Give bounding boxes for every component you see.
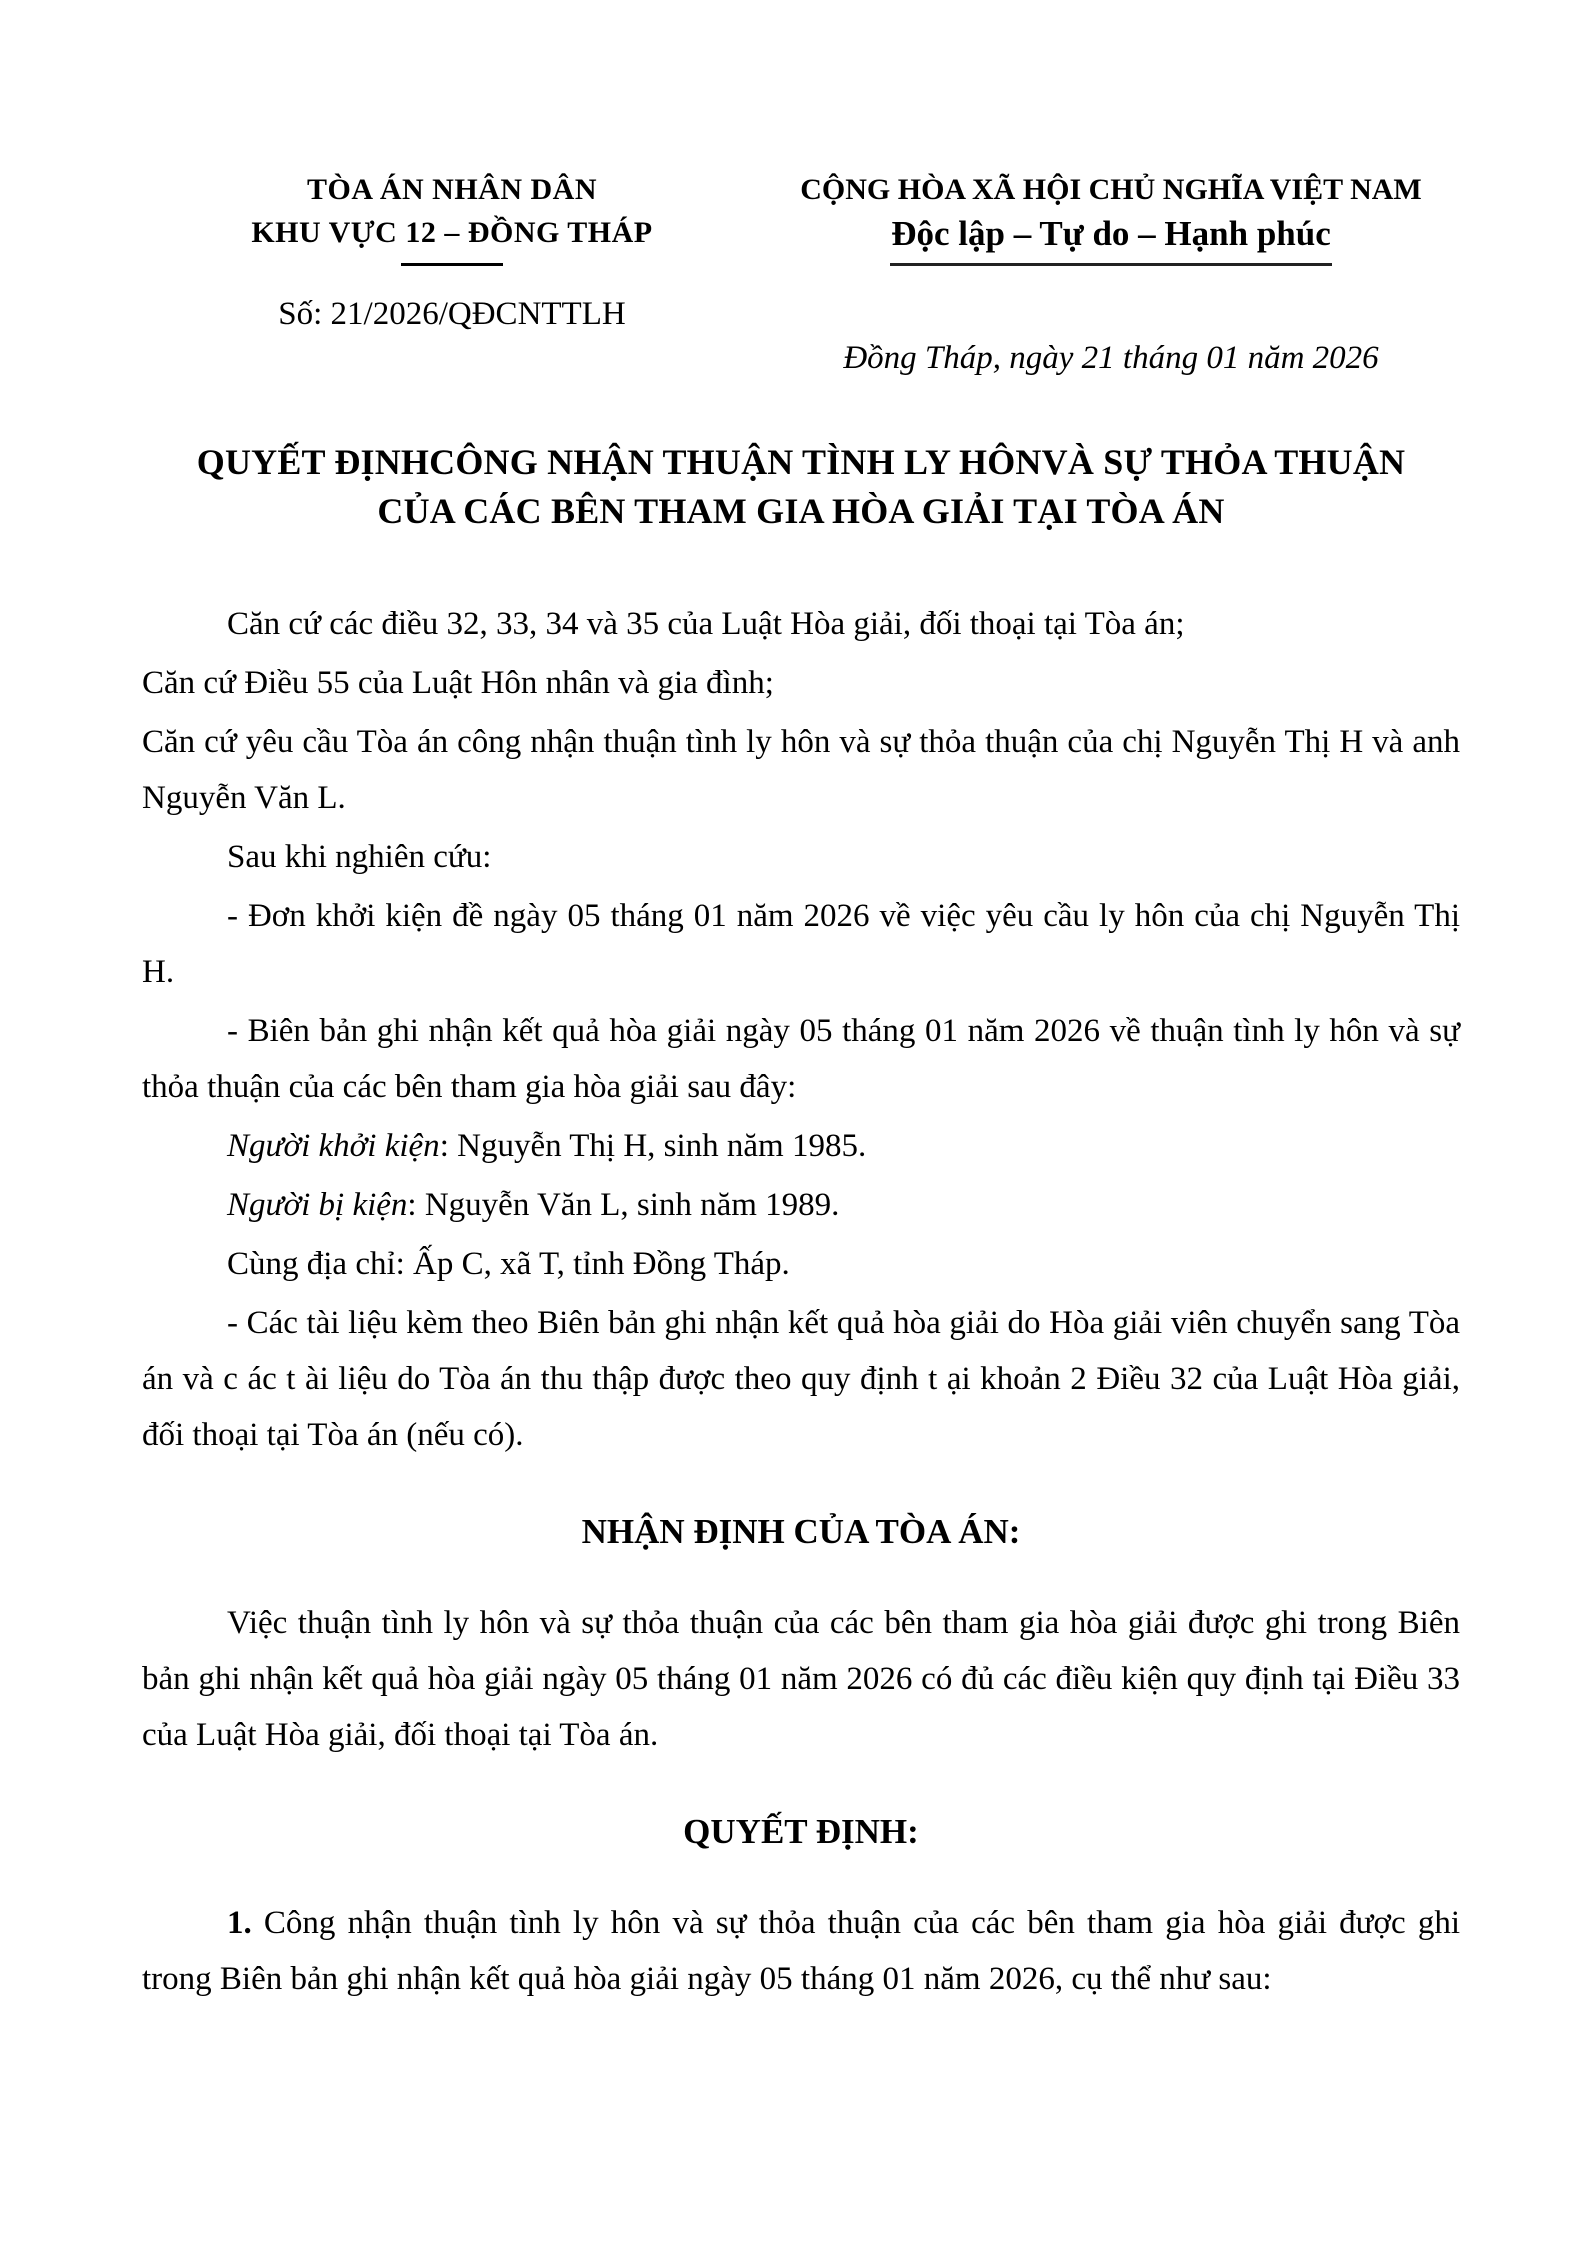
document-body [142,596,1460,2007]
text-run: Căn cứ các điều 32, 33, 34 và 35 của Luật Hòa giải, đối thoại tại Tòa án; [227,606,1185,642]
court-name-line1: TÒA ÁN NHÂN DÂN [306,173,597,206]
text-run: : Nguyễn Văn L, sinh năm 1989. [407,1187,840,1223]
text-run: : Nguyễn Thị H, sinh năm 1985. [439,1128,867,1164]
paragraph [142,888,1460,1000]
text-run: - Đơn khởi kiện đề ngày 05 tháng 01 năm 2026 về việc yêu cầu ly hôn của chị Nguyễn Thị H. [142,898,1460,990]
left-header-rule [401,263,503,266]
section-heading [142,1509,1460,1555]
section-heading [142,1809,1460,1855]
paragraph [142,1003,1460,1115]
text-run: NHẬN ĐỊNH CỦA TÒA ÁN: [581,1512,1021,1551]
paragraph [142,1595,1460,1763]
paragraph [142,714,1460,826]
paragraph [142,655,1460,711]
text-run: Cùng địa chỉ: Ấp C, xã T, tỉnh Đồng Tháp. [227,1246,790,1282]
national-motto: Độc lập – Tự do – Hạnh phúc [891,214,1331,253]
text-run: - Các tài liệu kèm theo Biên bản ghi nhận kết quả hòa giải do Hòa giải viên chuyển sang Tòa án và c ác t ài liệu do Tòa án thu thập được theo quy định t ại khoản 2 Điều 32 của Luật Hòa giải, đối thoại tại Tòa án (nếu có). [142,1305,1460,1453]
text-run: Công nhận thuận tình ly hôn và sự thỏa thuận của các bên tham gia hòa giải được ghi trong Biên bản ghi nhận kết quả hòa giải ngày 05 tháng 01 năm 2026, cụ thể như sau: [142,1905,1460,1997]
document-number: Số: 21/2026/QĐCNTTLH [278,296,626,332]
national-motto-block [762,168,1460,266]
text-run: - Biên bản ghi nhận kết quả hòa giải ngày 05 tháng 01 năm 2026 về thuận tình ly hôn và sự thỏa thuận của các bên tham gia hòa giải sau đây: [142,1013,1460,1105]
paragraph [142,596,1460,652]
text-run: Việc thuận tình ly hôn và sự thỏa thuận của các bên tham gia hòa giải được ghi trong Biên bản ghi nhận kết quả hòa giải ngày 05 tháng 01 năm 2026 có đủ các điều kiện quy định tại Điều 33 của Luật Hòa giải, đối thoại tại Tòa án. [142,1605,1460,1753]
issuing-court-block [142,168,762,266]
paragraph [142,1295,1460,1463]
paragraph [142,1236,1460,1292]
document-title: QUYẾT ĐỊNHCÔNG NHẬN THUẬN TÌNH LY HÔNVÀ SỰ THỎA THUẬN CỦA CÁC BÊN THAM GIA HÒA GIẢI TẠI TÒA ÁN [196,442,1406,531]
paragraph [142,1177,1460,1233]
national-title: CỘNG HÒA XÃ HỘI CHỦ NGHĨA VIỆT NAM [800,173,1422,206]
text-run: QUYẾT ĐỊNH: [683,1812,919,1851]
text-run: Căn cứ yêu cầu Tòa án công nhận thuận tình ly hôn và sự thỏa thuận của chị Nguyễn Thị H và anh Nguyễn Văn L. [142,724,1460,816]
paragraph [142,1118,1460,1174]
text-run: Người bị kiện [227,1187,408,1223]
right-header-rule [890,263,1332,266]
text-run: 1. [227,1905,252,1941]
paragraph [142,829,1460,885]
paragraph [142,1895,1460,2007]
court-name-line2: KHU VỰC 12 – ĐỒNG THÁP [251,216,653,249]
text-run: Người khởi kiện [227,1128,440,1164]
text-run: Sau khi nghiên cứu: [227,839,492,875]
place-and-date: Đồng Tháp, ngày 21 tháng 01 năm 2026 [843,340,1379,376]
text-run: Căn cứ Điều 55 của Luật Hôn nhân và gia đình; [142,665,774,701]
document-meta-row [142,292,1460,380]
national-header [142,168,1460,266]
